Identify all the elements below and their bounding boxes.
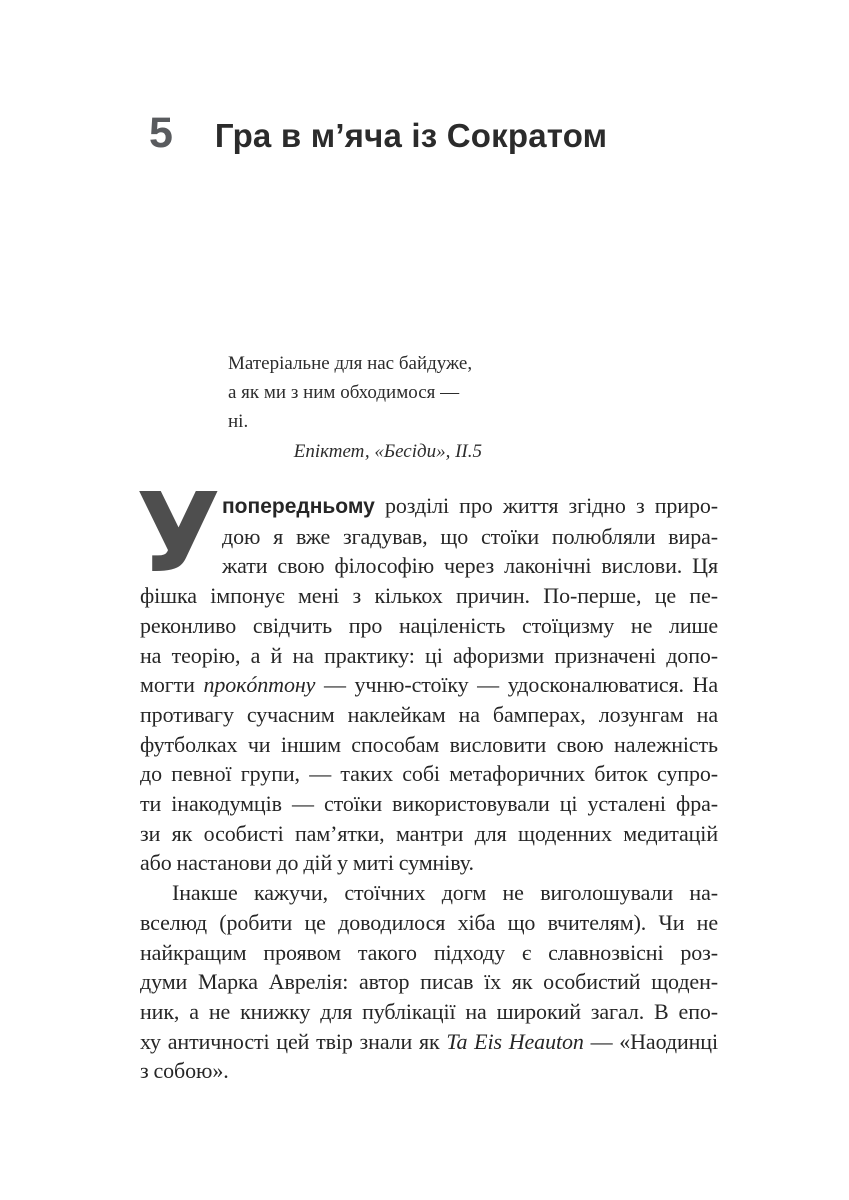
body-line: на теорію, а й на практику: ці афоризми призначені допо- [140,642,718,668]
drop-cap: У [136,469,221,597]
body-line-text: — учню-стоїку — удосконалюватися. На [315,672,718,698]
body-line [140,1027,718,1057]
body-line-text: могти [140,672,204,698]
chapter-header [149,109,608,157]
chapter-number: 5 [149,109,173,157]
body-line: противагу сучасним наклейкам на бамперах, лозунгам на [140,701,718,727]
body-line [140,670,718,700]
body-line: ти інакодумців — стоїки використовували ці усталені фра- [140,791,718,817]
lead-bold-word: попередньому [222,495,375,518]
paragraph-1 [136,469,718,878]
body-text [136,469,718,1086]
body-line-text: розділі про життя згідно з приро- [374,493,718,518]
body-line: до певної групи, — таких собі метафоричних биток супро- [140,761,718,787]
body-line: жати свою філософію через лаконічні вислови. Ця [222,553,718,579]
body-line [140,491,718,522]
body-line: або настанови до дій у миті сумніву. [140,850,474,876]
chapter-title: Гра в м’яча із Сократом [214,117,608,154]
epigraph [228,349,482,466]
epigraph-line: Матеріальне для нас байдуже, [228,353,473,374]
italic-term: Ta Eis Heauton [446,1028,584,1054]
body-line: ник, а не книжку для публікації на широкий загал. В епо- [140,998,718,1024]
epigraph-line: а як ми з ним обходимося — ні. [228,382,460,432]
epigraph-attribution: Епіктет, «Бесіди», II.5 [293,441,482,462]
italic-term: прокóптону [203,672,316,698]
paragraph-2 [140,878,718,1086]
body-line: реконливо свідчить про націленість стоїцизму не лише [140,612,718,638]
body-line: найкращим проявом такого підходу є славнозвісні роз- [140,939,718,965]
body-line: з собою». [140,1058,229,1084]
body-line: футболках чи іншим способам висловити свою належність [140,731,718,757]
body-line: Інакше кажучи, стоїчних догм не виголошували на- [172,880,718,906]
body-line: зи як особисті пам’ятки, мантри для щоденних медитацій [140,820,718,846]
body-line: вселюд (робити це доводилося хіба що вчителям). Чи не [140,909,718,935]
body-line-text: — «Наодинці [583,1028,718,1054]
body-line: дою я вже згадував, що стоїки полюбляли вира- [222,523,718,549]
body-line-text: ху античності цей твір знали як [140,1028,447,1054]
body-line: фішка імпонує мені з кількох причин. По-перше, це пе- [140,583,718,609]
body-line: думи Марка Аврелія: автор писав їх як особистий щоден- [140,969,718,995]
